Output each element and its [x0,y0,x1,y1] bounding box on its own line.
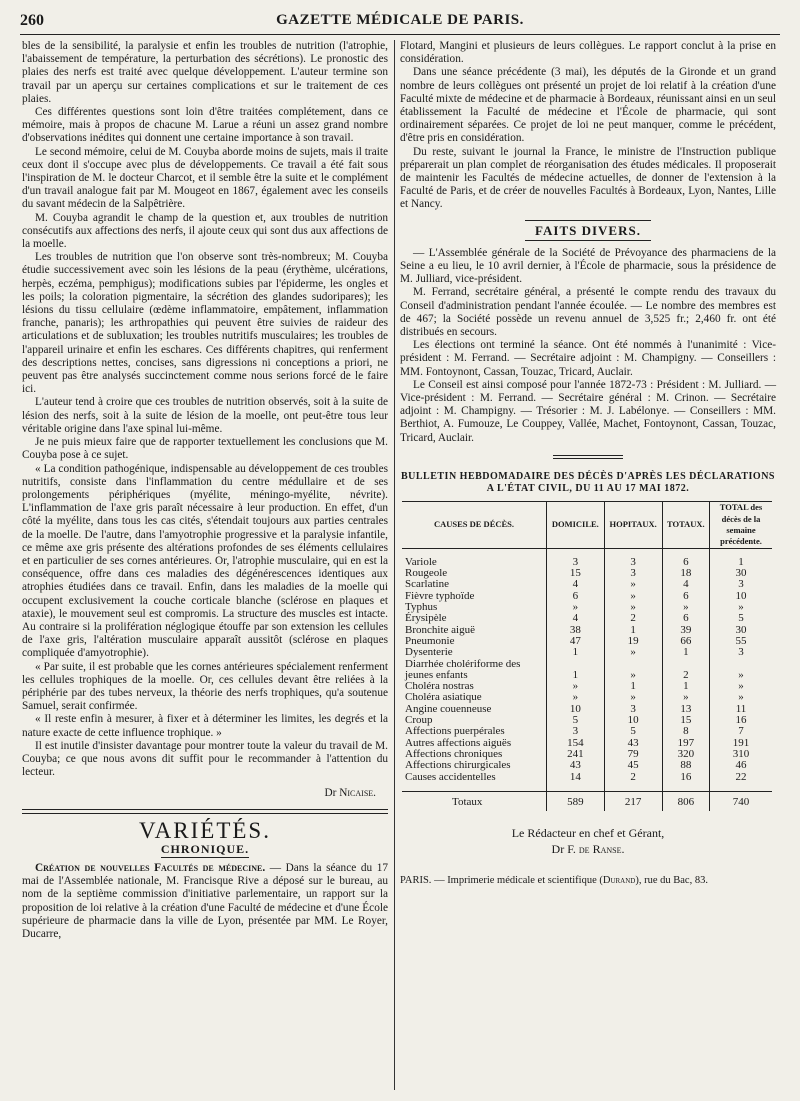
value-cell: » [710,670,773,681]
value-cell: 43 [547,760,605,771]
signature-prefix: Dr [324,787,337,800]
value-cell: » [662,692,709,703]
column-header: DOMICILE. [547,501,605,548]
value-cell: 8 [662,726,709,737]
value-cell: 79 [604,749,662,760]
value-cell: 22 [710,772,773,783]
paragraph: — L'Assemblée générale de la Société de Prévoyance des pharmaciens de la Seine a eu lieu, le 10 avril dernier, à l'École de pharmacie, sous la présidence de M. Julliard, vice-président. [400,246,776,286]
value-cell: 4 [547,613,605,624]
table-row [402,625,772,636]
editor-title: Le Rédacteur en chef et Gérant, [511,825,665,840]
printer-name: Durand [602,875,636,887]
value-cell: 2 [604,613,662,624]
value-cell: 320 [662,749,709,760]
value-cell: 1 [604,681,662,692]
value-cell: 43 [604,738,662,749]
section-rule [22,809,388,814]
cause-cell: Bronchite aiguë [405,623,475,636]
faits-divers-text: FAITS DIVERS. [525,220,651,241]
value-cell: 241 [547,749,605,760]
value-cell: 11 [710,704,773,715]
table-row [402,613,772,624]
value-cell: 3 [710,579,773,590]
paragraph: « Par suite, il est probable que les cornes antérieures spécialement renferment les cellules trophiques de la moelle. Or, ces cellules devant être reliées à la périphérie par des tubes nerveux, la théorie des nerfs trophiques, qu'a soutenue Samuel, serait confirmée. [22,660,388,713]
paragraph: L'auteur tend à croire que ces troubles de nutrition observés, soit à la suite de lésion des nerfs, soit à la suite de lésion de la moelle, ont peut-être tous leur véritable origine dans l'axe spinal lui-même. [22,396,388,435]
value-cell: 5 [547,715,605,726]
signature-name: Nicaise. [339,787,376,800]
value-cell: 1 [662,681,709,692]
table-row [402,591,772,602]
spacer-row [402,783,772,792]
value-cell: 3 [604,557,662,568]
table-row [402,602,772,613]
value-cell: » [604,602,662,613]
cause-cell: Affections puerpérales [405,725,505,738]
value-cell: 18 [662,568,709,579]
faits-divers-heading [400,224,776,237]
value-cell: 1 [662,647,709,658]
value-cell: 45 [604,760,662,771]
right-column [400,40,776,887]
paragraph: « Il reste enfin à mesurer, à fixer et à déterminer les limites, les degrés et la nature exacte de cette influence trophique. » [22,713,388,739]
table-row [402,568,772,579]
value-cell: 38 [547,625,605,636]
page-header [20,12,780,35]
cause-cell: Dysenterie [405,646,453,659]
paragraph: Je ne puis mieux faire que de rapporter textuellement les conclusions que M. Couyba pose à ce sujet. [22,436,388,462]
section-title-varietes: VARIÉTÉS. [139,817,271,843]
paragraph [22,862,388,941]
value-cell: » [710,681,773,692]
value-cell: 39 [662,625,709,636]
paragraph: M. Couyba agrandit le champ de la question et, aux troubles de nutrition consécutifs aux affections des nerfs, il ajoute ceux qui sont dus aux affections de la moelle. [22,211,388,251]
value-cell: 154 [547,738,605,749]
runin-heading: Création de nouvelles Facultés de médecine. [35,861,266,874]
cause-cell: Causes accidentelles [405,770,496,783]
deaths-table [402,501,772,811]
value-cell: 3 [547,557,605,568]
author-signature [22,787,388,800]
table-row [402,636,772,647]
value-cell: 4 [547,579,605,590]
paragraph: Dans une séance précédente (3 mai), les députés de la Gironde et un grand nombre de leurs collègues ont présenté un projet de loi relatif à la création d'une Faculté mixte de médecine et de pharmacie à Bordeaux, réunissant ainsi en un seul établissement la Faculté de médecine et l'École de pharmacie, qui sont ordinairement séparées. Ce projet de loi ne peut manquer, comme le précédent, d'être pris en considération. [400,66,776,145]
paragraph: Il est inutile d'insister davantage pour montrer toute la valeur du travail de M. Couyba; ce que nous avons dit suffit pour le recommander à l'attention du lecteur. [22,739,388,779]
printer-city: PARIS. [400,875,432,887]
total-value: 589 [547,791,605,811]
subsection-title [22,843,388,856]
value-cell: 16 [710,715,773,726]
page-number: 260 [20,12,44,29]
table-header-row [402,501,772,548]
value-cell: 19 [604,636,662,647]
value-cell: » [604,591,662,602]
cause-cell: Fièvre typhoïde [405,589,475,602]
value-cell: » [604,647,662,658]
value-cell: 197 [662,738,709,749]
value-cell: 10 [604,715,662,726]
value-cell: 66 [662,636,709,647]
printer-line [400,874,776,887]
left-column [22,40,388,941]
value-cell: 10 [710,591,773,602]
paragraph: Flotard, Mangini et plusieurs de leurs collègues. Le rapport conclut à la prise en considération. [400,40,776,66]
value-cell: 4 [662,579,709,590]
value-cell: 1 [547,647,605,658]
value-cell: » [710,602,773,613]
value-cell: 3 [604,704,662,715]
value-cell: 5 [604,726,662,737]
cause-cell: Choléra asiatique [405,691,482,704]
total-label: Totaux [402,791,547,811]
column-header: CAUSES DE DÉCÈS. [402,501,547,548]
value-cell: 55 [710,636,773,647]
paragraph: Le Conseil est ainsi composé pour l'année 1872-73 : Président : M. Julliard. — Vice-président : M. Ferrand. — Secrétaire général : M. Crinon. — Secrétaire adjoint : M. Champigny. — Trésorier : M. J. Labélonye. — Conseillers : MM. Berthiot, A. Fumouze, Le Couppey, Vallée, Machet, Fontoynont, Cassan, Touzac, Tricard, Auclair. [400,378,776,444]
column-header: HOPITAUX. [604,501,662,548]
column-header: TOTAL des décès de la semaine précédente. [710,501,773,548]
value-cell: 3 [710,647,773,658]
value-cell: 88 [662,760,709,771]
value-cell: 1 [604,625,662,636]
value-cell: 2 [662,670,709,681]
journal-title: GAZETTE MÉDICALE DE PARIS. [276,12,524,28]
total-value: 806 [662,791,709,811]
value-cell: 7 [710,726,773,737]
table-row [402,647,772,658]
column-header: TOTAUX. [662,501,709,548]
cause-cell: Rougeole [405,567,448,580]
paragraph-text: — Dans la séance du 17 mai de l'Assemblée nationale, M. Francisque Rive a déposé sur le bureau, au nom de la septième commission d'initiative parlementaire, un rapport sur la proposition de loi relative à la création d'une Faculté de médecine et d'une École supérieure de pharmacie dans la ville de Lyon, présentée par MM. Le Royer, Ducarre, [22,861,388,940]
printer-end: ), rue du Bac, 83. [635,875,708,887]
table-row [402,557,772,568]
value-cell: 191 [710,738,773,749]
value-cell: » [662,602,709,613]
cause-cell: Croup [405,714,433,727]
value-cell: 5 [710,613,773,624]
paragraph: Les élections ont terminé la séance. Ont été nommés à l'unanimité : Vice-président : M. Ferrand. — Secrétaire adjoint : M. Champigny. — Conseillers : MM. Fontoynont, Cassan, Touzac, Tricard, Auclair. [400,339,776,378]
value-cell: 6 [662,591,709,602]
column-divider [394,40,395,1090]
cause-cell: Affections chroniques [405,747,503,760]
value-cell: 16 [662,772,709,783]
spacer-row [402,548,772,557]
value-cell: 6 [662,613,709,624]
value-cell: » [604,692,662,703]
value-cell: » [710,692,773,703]
value-cell: 6 [662,557,709,568]
value-cell: 47 [547,636,605,647]
cause-cell: Érysipèle [405,612,447,625]
total-value: 740 [710,791,773,811]
cause-cell: Pneumonie [405,634,455,647]
cause-cell: Autres affections aiguës [405,736,512,749]
table-row [402,772,772,783]
bulletin-line: BULLETIN HEBDOMADAIRE DES DÉCÈS D'APRÈS LES DÉCLARATIONS [400,470,775,482]
value-cell: 10 [547,704,605,715]
bulletin-heading [400,471,776,495]
paragraph: Les troubles de nutrition que l'on observe sont très-nombreux; M. Couyba étudie successivement avec soin les lésions de la peau (érythème, ulcérations, herpès, eczéma, pemphigus); modifications subies par l'épiderme, les ongles et les poils; la coloration pigmentaire, la sécrétion des glandes sudoripares); les lésions du tissu cellulaire (œdème inflammatoire, empâtement, inflammation franche, panaris); les arthropathies qui peuvent être suivies de raideur des articulations et de subluxation; les troubles nutritifs musculaires; les troubles de l'appareil urinaire et enfin les eschares. Ces différents chapitres, qui renferment des descriptions nettes, concises, sans digressions ni conceptions a priori, ne peuvent pas être analysés succinctement comme nous serions forcé de le faire ici. [22,251,388,396]
table-row [402,760,772,771]
value-cell: 1 [710,557,773,568]
value-cell: 30 [710,625,773,636]
value-cell: 310 [710,749,773,760]
short-rule [553,455,623,459]
value-cell: » [547,602,605,613]
cause-cell: Diarrhée cholériforme des [405,657,521,670]
paragraph: bles de la sensibilité, la paralysie et enfin les troubles de nutrition (l'atrophie, l'abaissement de température, la perturbation des sécrétions). Le pronostic des plaies des nerfs est traité avec quelque développement. L'auteur termine son travail par un aperçu sur certaines complications et sur le traitement de ces plaies. [22,40,388,105]
cause-cell: Affections chirurgicales [405,759,511,772]
value-cell: » [604,579,662,590]
total-row [402,791,772,811]
subsection-title-text: CHRONIQUE. [160,841,250,856]
paragraph: « La condition pathogénique, indispensable au développement de ces troubles nutritifs, consiste dans l'inflammation du centre médullaire et de ses prolongements périphériques (myélite, méningo-myélite, névrite). L'inflammation de l'axe gris paraît nécessaire à leur production. En effet, d'un côté la myélite, dans tous les cas cités, s'étendait toujours aux parties centrales de la moelle. De l'autre, dans l'amyotrophie progressive et la paralysie infantile, ce même axe gris présente des altérations profondes de ses éléments cellulaires et en particulier de ses cornes antérieures. Or, l'atrophie musculaire, qui en est la conséquence, offre dans ces maladies des dégénérescences identiques aux atrophies étudiées dans ce travail. Enfin, dans les maladies de la moelle qui occupent exclusivement la couche corticale blanche (sclérose en plaques et ataxie), le mouvement seul est compromis. La structure des muscles est intacte. Au contraire si la prolifération néglogique étouffe par son extension les cellules de l'axe gris, l'altération musculaire apparaît aussitôt (sclérose en plaques compliquée d'amyotrophie). [22,462,388,660]
editor-name: de Ranse. [578,842,625,857]
value-cell: 13 [662,704,709,715]
paragraph: Le second mémoire, celui de M. Couyba aborde moins de sujets, mais il traite ceux dont il s'occupe avec plus de développements. Ce travail a été fait sous l'inspiration de M. le docteur Charcot, et il semble être la suite et le complément d'un travail analogue fait par M. Mougeot en 1867, également avec les conseils du savant médecin de la Salpêtrière. [22,145,388,211]
value-cell: » [547,692,605,703]
cause-cell: Typhus [405,601,438,614]
editor-prefix: Dr F. [551,842,576,857]
paragraph: Ces différentes questions sont loin d'être traitées complétement, dans ce mémoire, mais à propos de chacune M. Larue a réuni un assez grand nombre d'observations inédites qui donnent une certaine importance à son travail. [22,106,388,145]
cause-cell: Scarlatine [405,578,449,591]
editor-name-line [400,843,776,856]
value-cell: 15 [662,715,709,726]
printer-text: — Imprimerie médicale et scientifique ( [431,875,603,887]
value-cell: 6 [547,591,605,602]
table-row [402,704,772,715]
value-cell: 46 [710,760,773,771]
cause-cell: Choléra nostras [405,680,474,693]
value-cell: 3 [604,568,662,579]
table-row [402,726,772,737]
cause-cell: Angine couenneuse [405,702,492,715]
value-cell: 3 [547,726,605,737]
value-cell: 2 [604,772,662,783]
value-cell: 14 [547,772,605,783]
editor-signature [400,827,776,856]
paragraph: Du reste, suivant le journal la France, le ministre de l'Instruction publique préparerait un plan complet de réorganisation des études médicales. Il proposerait de maintenir les Facultés de médecine actuelles, de donner de l'extension à la Faculté de Paris, et de créer de nouvelles Facultés à Bordeaux, Lyon, Nantes, Lille et Nancy. [400,145,776,211]
bulletin-line: A L'ÉTAT CIVIL, DU 11 AU 17 MAI 1872. [486,482,690,494]
value-cell: » [604,670,662,681]
paragraph: M. Ferrand, secrétaire général, a présenté le compte rendu des travaux du Conseil d'administration pendant l'année écoulée. — Le nombre des membres est de 467; la Société possède un revenu annuel de 3,525 fr.; 2,460 fr. ont été distribués en secours. [400,286,776,339]
value-cell: 15 [547,568,605,579]
value-cell: 30 [710,568,773,579]
value-cell: 1 [547,670,605,681]
cause-cell: Variole [405,555,437,568]
total-value: 217 [604,791,662,811]
value-cell: » [547,681,605,692]
cause-cell: jeunes enfants [405,668,468,681]
